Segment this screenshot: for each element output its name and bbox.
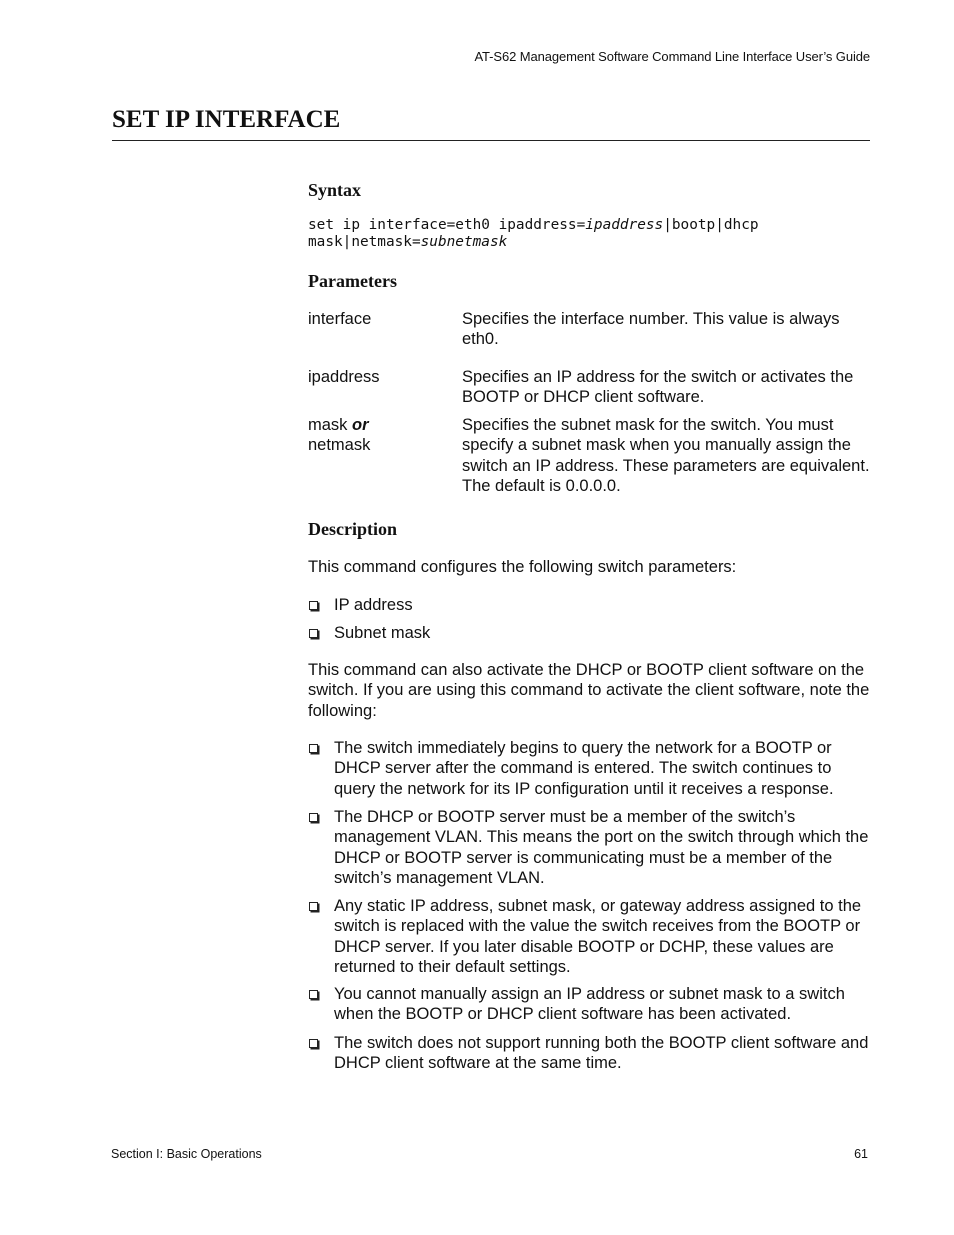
checkbox-bullet-icon xyxy=(309,1039,318,1048)
running-header: AT-S62 Management Software Command Line Interface User’s Guide xyxy=(474,49,870,64)
param-term-or: or xyxy=(352,416,369,434)
checkbox-bullet-icon xyxy=(309,813,318,822)
param-def-ipaddress: Specifies an IP address for the switch or activates the BOOTP or DHCP client software. xyxy=(462,368,854,407)
param-term-mask-netmask xyxy=(308,415,448,456)
list-item xyxy=(308,595,870,615)
footer-page-number: 61 xyxy=(854,1147,868,1161)
param-def-mask: Specifies the subnet mask for the switch. You must specify a subnet mask when you manually assign the switch an IP address. These parameters are equivalent. The default is 0.0.0.0. xyxy=(462,416,870,496)
param-term-ipaddress: ipaddress xyxy=(308,368,380,386)
syntax-line1-suffix: |bootp|dhcp xyxy=(663,217,759,233)
param-term-mask: mask xyxy=(308,416,348,434)
title-rule xyxy=(112,140,870,141)
param-term-netmask: netmask xyxy=(308,436,371,455)
syntax-code xyxy=(308,217,868,250)
param-term-mask-line xyxy=(308,415,448,435)
config-item-subnet-mask: Subnet mask xyxy=(334,624,431,642)
note-no-both-clients: The switch does not support running both the BOOTP client software and DHCP client software at the same time. xyxy=(334,1034,869,1073)
parameters-heading: Parameters xyxy=(308,271,397,291)
syntax-line2-prefix: mask|netmask= xyxy=(308,233,421,250)
list-item xyxy=(308,984,870,1025)
param-term-interface: interface xyxy=(308,310,372,328)
list-item xyxy=(308,807,870,889)
checkbox-bullet-icon xyxy=(309,601,318,610)
checkbox-bullet-icon xyxy=(309,990,318,999)
footer-section: Section I: Basic Operations xyxy=(111,1147,262,1161)
description-paragraph: This command can also activate the DHCP or BOOTP client software on the switch. If you are using this command to activate the client software, note the following: xyxy=(308,661,870,720)
list-item xyxy=(308,738,870,799)
config-item-ip-address: IP address xyxy=(334,596,413,614)
note-manual-assign: You cannot manually assign an IP address or subnet mask to a switch when the BOOTP or DHCP client software has been activated. xyxy=(334,985,845,1024)
list-item xyxy=(308,1033,870,1074)
syntax-line-1 xyxy=(308,217,868,234)
syntax-line-2 xyxy=(308,234,868,251)
note-query-network: The switch immediately begins to query the network for a BOOTP or DHCP server after the command is entered. The switch continues to query the network for its IP configuration until it receives a response. xyxy=(334,739,834,798)
description-intro: This command configures the following switch parameters: xyxy=(308,558,737,576)
syntax-heading: Syntax xyxy=(308,180,362,200)
syntax-var-ipaddress: ipaddress xyxy=(585,217,664,233)
note-management-vlan: The DHCP or BOOTP server must be a member of the switch’s management VLAN. This means the port on the switch through which the DHCP or BOOTP server is communicating must be a member of the switch’s management VLAN. xyxy=(334,808,869,888)
syntax-line1-prefix: set ip interface=eth0 ipaddress= xyxy=(308,217,586,233)
param-def-interface: Specifies the interface number. This value is always eth0. xyxy=(462,310,840,349)
checkbox-bullet-icon xyxy=(309,629,318,638)
checkbox-bullet-icon xyxy=(309,744,318,753)
syntax-var-subnetmask: subnetmask xyxy=(420,233,508,250)
page-title: SET IP INTERFACE xyxy=(112,106,341,133)
note-static-replaced: Any static IP address, subnet mask, or gateway address assigned to the switch is replaced with the value the switch receives from the BOOTP or DHCP server. If you later disable BOOTP or DCHP, these values are returned to their default settings. xyxy=(334,897,862,977)
list-item xyxy=(308,623,870,643)
checkbox-bullet-icon xyxy=(309,902,318,911)
list-item xyxy=(308,896,870,978)
description-heading: Description xyxy=(308,519,397,539)
